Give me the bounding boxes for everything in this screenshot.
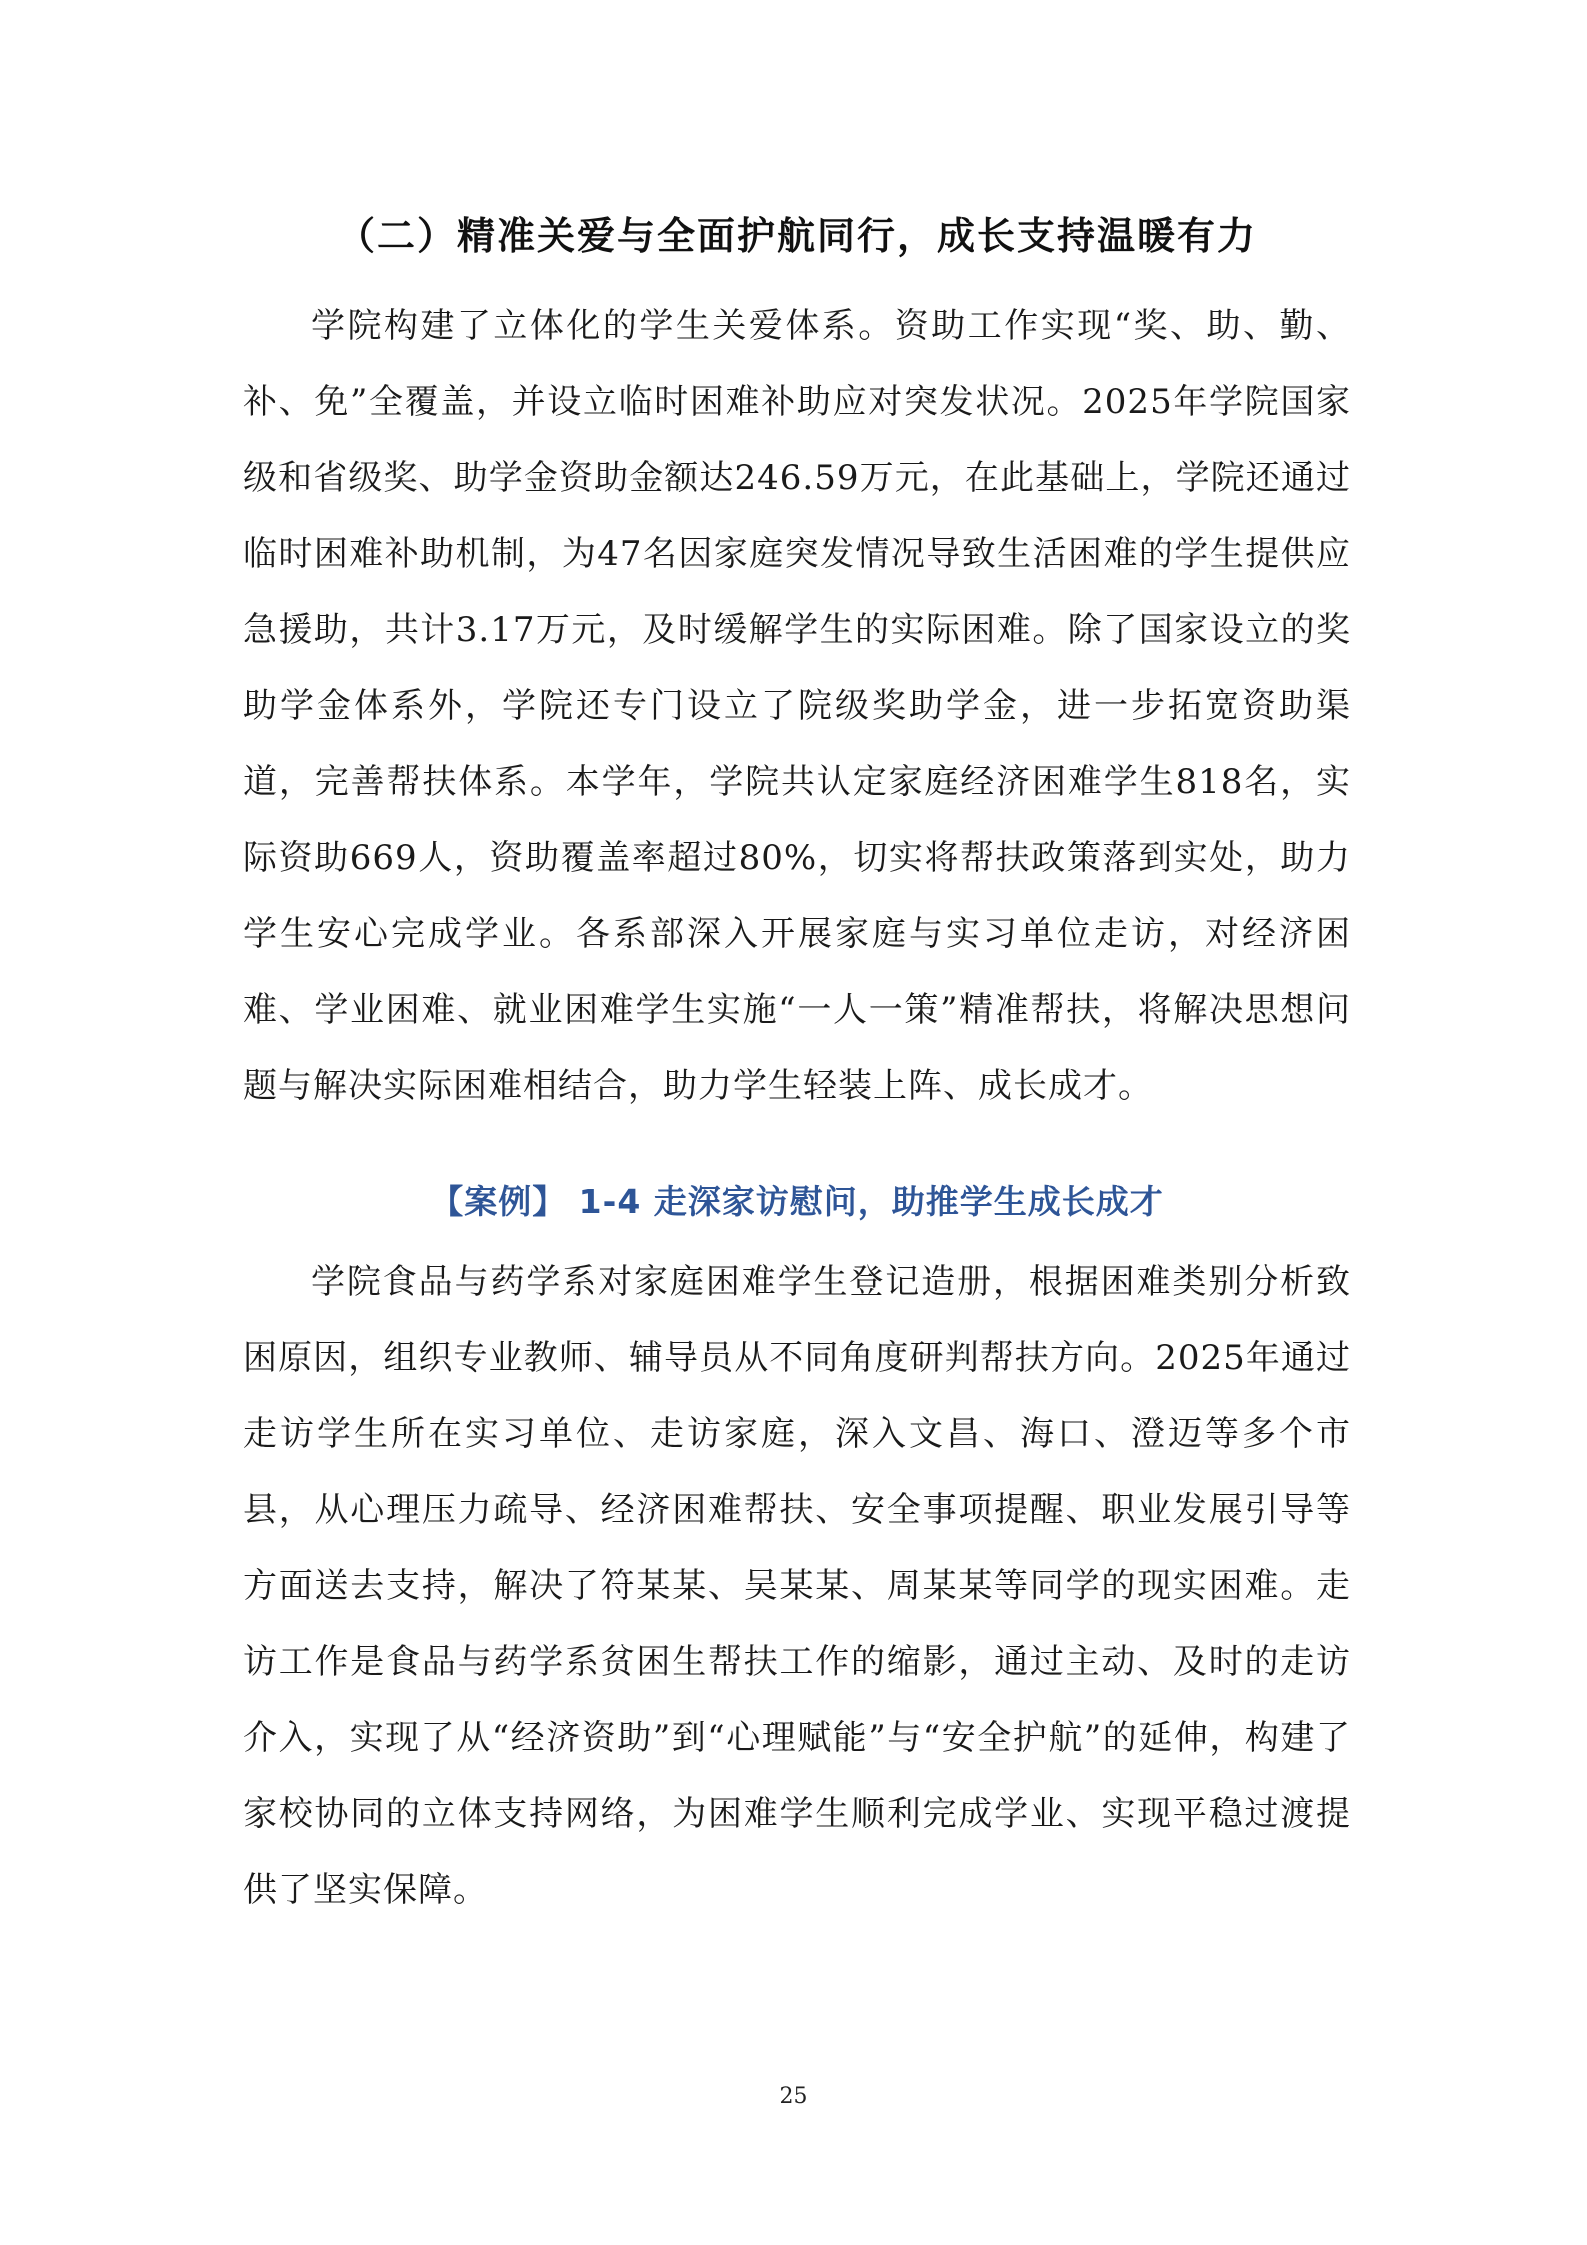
- section-paragraph: 学院构建了立体化的学生关爱体系。资助工作实现“奖、助、勤、补、免”全覆盖，并设立临时困难补助应对突发状况。2025年学院国家级和省级奖、助学金资助金额达246.59万元，在此基础上，学院还通过临时困难补助机制，为47名因家庭突发情况导致生活困难的学生提供应急援助，共计3.17万元，及时缓解学生的实际困难。除了国家设立的奖助学金体系外，学院还专门设立了院级奖助学金，进一步拓宽资助渠道，完善帮扶体系。本学年，学院共认定家庭经济困难学生818名，实际资助669人，资助覆盖率超过80%，切实将帮扶政策落到实处，助力学生安心完成学业。各系部深入开展家庭与实习单位走访，对经济困难、学业困难、就业困难学生实施“一人一策”精准帮扶，将解决思想问题与解决实际困难相结合，助力学生轻装上阵、成长成才。: [243, 306, 1351, 1106]
- section-title: （二）精准关爱与全面护航同行，成长支持温暖有力: [336, 214, 1257, 258]
- case-title: 【案例】 1-4 走深家访慰问，助推学生成长成才: [430, 1182, 1164, 1221]
- case-paragraph: 学院食品与药学系对家庭困难学生登记造册，根据困难类别分析致困原因，组织专业教师、辅导员从不同角度研判帮扶方向。2025年通过走访学生所在实习单位、走访家庭，深入文昌、海口、澄迈等多个市县，从心理压力疏导、经济困难帮扶、安全事项提醒、职业发展引导等方面送去支持，解决了符某某、吴某某、周某某等同学的现实困难。走访工作是食品与药学系贫困生帮扶工作的缩影，通过主动、及时的走访介入，实现了从“经济资助”到“心理赋能”与“安全护航”的延伸，构建了家校协同的立体支持网络，为困难学生顺利完成学业、实现平稳过渡提供了坚实保障。: [243, 1262, 1351, 1910]
- page-number: 25: [779, 2084, 808, 2109]
- page-content: [243, 200, 1351, 1928]
